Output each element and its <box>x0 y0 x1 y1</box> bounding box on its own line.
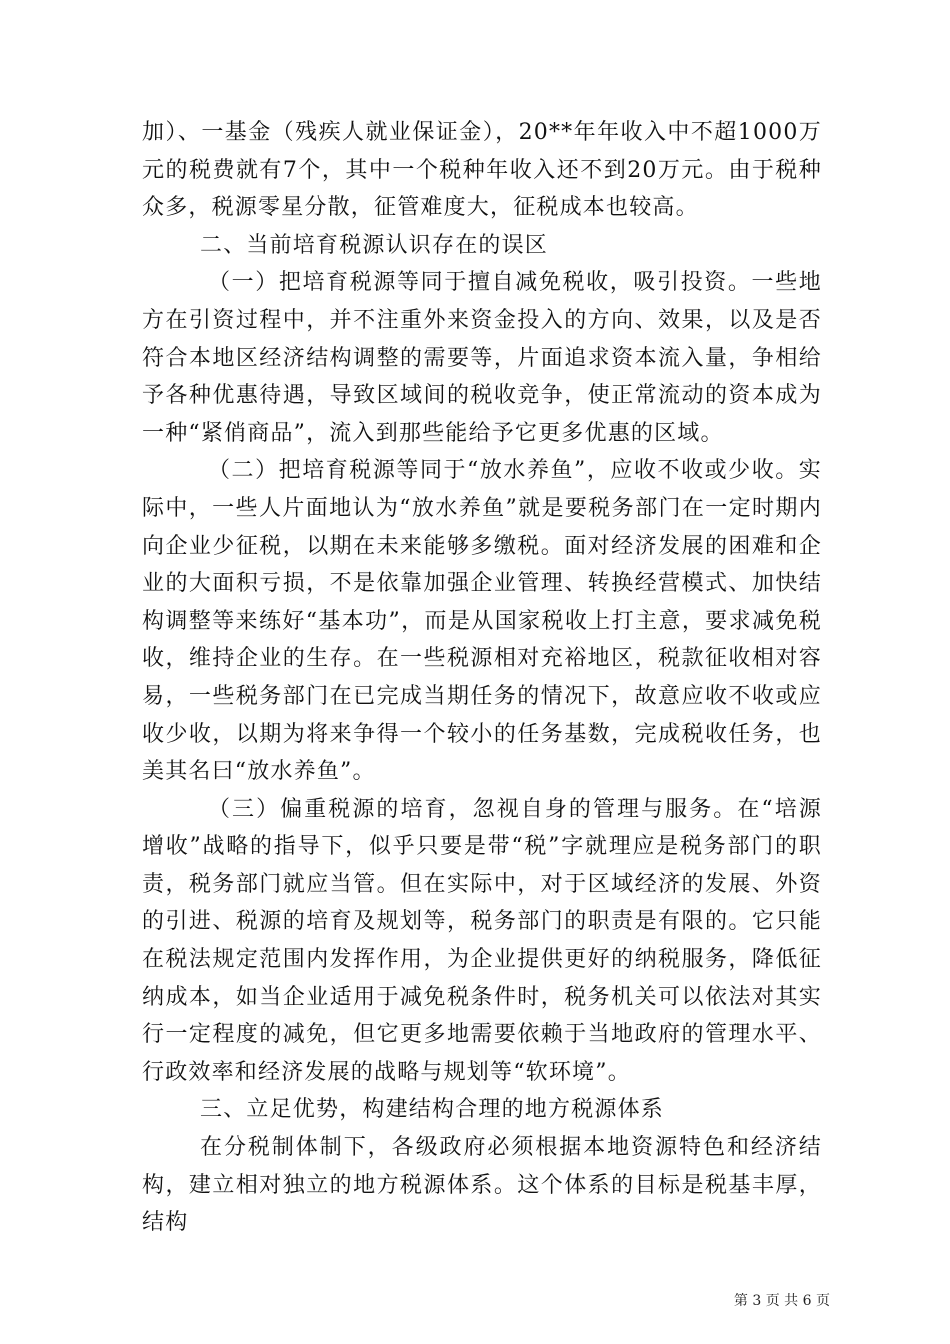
paragraph-section-3-intro: 在分税制体制下，各级政府必须根据本地资源特色和经济结构，建立相对独立的地方税源体系。这个体系的目标是税基丰厚，结构 <box>142 1135 822 1236</box>
paragraph-point-2: （二）把培育税源等同于“放水养鱼”，应收不收或少收。实际中，一些人片面地认为“放水养鱼”就是要税务部门在一定时期内向企业少征税，以期在未来能够多缴税。面对经济发展的困难和企业的大面积亏损，不是依靠加强企业管理、转换经营模式、加快结构调整等来练好“基本功”，而是从国家税收上打主意，要求减免税收，维持企业的生存。在一些税源相对充裕地区，税款征收相对容易，一些税务部门在已完成当期任务的情况下，故意应收不收或应收少收，以期为将来争得一个较小的任务基数，完成税收任务，也美其名曰“放水养鱼”。 <box>142 458 822 785</box>
section-heading-3: 三、立足优势，构建结构合理的地方税源体系 <box>200 1097 665 1123</box>
document-body <box>142 114 822 1242</box>
paragraph-continuation: 加）、一基金（残疾人就业保证金），20**年年收入中不超1000万元的税费就有7个，其中一个税种年收入还不到20万元。由于税种众多，税源零星分散，征管难度大，征税成本也较高。 <box>142 120 822 221</box>
page-number: 第 3 页 共 6 页 <box>733 1293 830 1309</box>
section-heading-2: 二、当前培育税源认识存在的误区 <box>200 232 549 258</box>
paragraph-point-1: （一）把培育税源等同于擅自减免税收，吸引投资。一些地方在引资过程中，并不注重外来资金投入的方向、效果，以及是否符合本地区经济结构调整的需要等，片面追求资本流入量，争相给予各种优惠待遇，导致区域间的税收竞争，使正常流动的资本成为一种“紧俏商品”，流入到那些能给予它更多优惠的区域。 <box>142 270 822 446</box>
paragraph-point-3: （三）偏重税源的培育，忽视自身的管理与服务。在“培源增收”战略的指导下，似乎只要是带“税”字就理应是税务部门的职责，税务部门就应当管。但在实际中，对于区域经济的发展、外资的引进、税源的培育及规划等，税务部门的职责是有限的。它只能在税法规定范围内发挥作用，为企业提供更好的纳税服务，降低征纳成本，如当企业适用于减免税条件时，税务机关可以依法对其实行一定程度的减免，但它更多地需要依赖于当地政府的管理水平、行政效率和经济发展的战略与规划等“软环境”。 <box>142 796 822 1085</box>
